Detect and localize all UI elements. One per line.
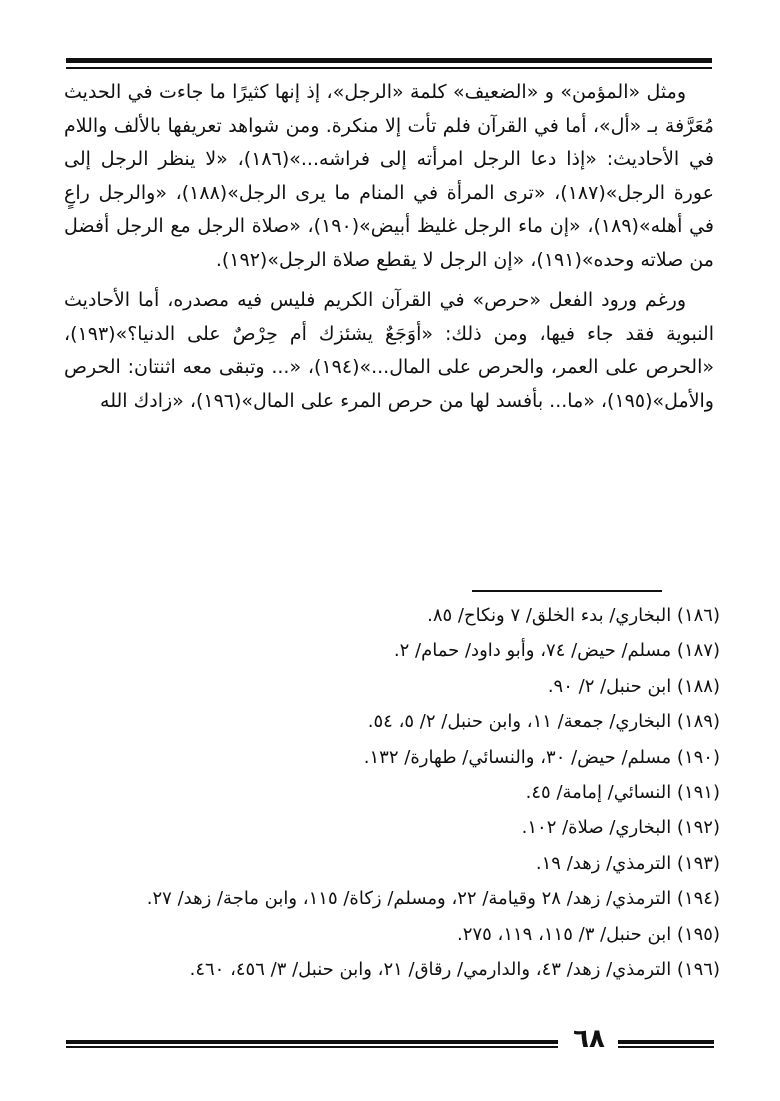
footnotes-list: [70, 598, 720, 987]
footnote-item: (١٩٠) مسلم/ حيض/ ٣٠، والنسائي/ طهارة/ ١٣٢.: [363, 746, 720, 768]
footnote-item: (١٩٤) الترمذي/ زهد/ ٢٨ وقيامة/ ٢٢، ومسلم/ زكاة/ ١١٥، وابن ماجة/ زهد/ ٢٧.: [146, 888, 720, 910]
main-text: [64, 76, 714, 425]
footer-rule-right: [618, 1040, 714, 1048]
footnote-separator: [472, 590, 662, 592]
page-number: ٦٨: [573, 1024, 605, 1054]
footnote-item: (١٩٢) البخاري/ صلاة/ ١٠٢.: [521, 817, 720, 839]
footnote-item: (١٩٥) ابن حنبل/ ٣/ ١١٥، ١١٩، ٢٧٥.: [457, 923, 720, 945]
footnote-item: (١٨٩) البخاري/ جمعة/ ١١، وابن حنبل/ ٢/ ٥، ٥٤.: [367, 711, 720, 733]
footnote-item: (١٩١) النسائي/ إمامة/ ٤٥.: [525, 782, 720, 804]
header-double-rule: [66, 58, 712, 69]
footer-rule-left: [66, 1040, 558, 1048]
footnote-item: (١٩٣) الترمذي/ زهد/ ١٩.: [535, 852, 720, 874]
footnote-item: (١٨٧) مسلم/ حيض/ ٧٤، وأبو داود/ حمام/ ٢.: [393, 640, 720, 662]
page-footer: [66, 1024, 714, 1060]
footnote-item: (١٨٨) ابن حنبل/ ٢/ ٩٠.: [547, 675, 720, 697]
paragraph: ومثل «المؤمن» و «الضعيف» كلمة «الرجل»، إذ إنها كثيرًا ما جاءت في الحديث مُعَرَّفة بـ «أل»، أما في القرآن فلم تأت إلا منكرة. ومن شواهد تعريفها بالألف واللام في الأحاديث: «إذا دعا الرجل امرأته إلى فراشه...»(١٨٦)، «لا ينظر الرجل إلى عورة الرجل»(١٨٧)، «ترى المرأة في المنام ما يرى الرجل»(١٨٨)، «والرجل راعٍ في أهله»(١٨٩)، «إن ماء الرجل غليظ أبيض»(١٩٠)، «صلاة الرجل مع الرجل أفضل من صلاته وحده»(١٩١)، «إن الرجل لا يقطع صلاة الرجل»(١٩٢).: [64, 81, 714, 271]
footnote-item: (١٨٦) البخاري/ بدء الخلق/ ٧ ونكاح/ ٨٥.: [427, 605, 720, 626]
paragraph: ورغم ورود الفعل «حرص» في القرآن الكريم فليس فيه مصدره، أما الأحاديث النبوية فقد جاء فيها، ومن ذلك: «أوَجَعٌ يشئزك أم حِرْصٌ على الدنيا؟»(١٩٣)، «الحرص على العمر، والحرص على المال...»(١٩٤)، «... وتبقى معه اثنتان: الحرص والأمل»(١٩٥)، «ما... بأفسد لها من حرص المرء على المال»(١٩٦)، «زادك الله: [64, 289, 715, 412]
footnote-item: (١٩٦) الترمذي/ زهد/ ٤٣، والدارمي/ رقاق/ ٢١، وابن حنبل/ ٣/ ٤٥٦، ٤٦٠.: [189, 959, 720, 981]
